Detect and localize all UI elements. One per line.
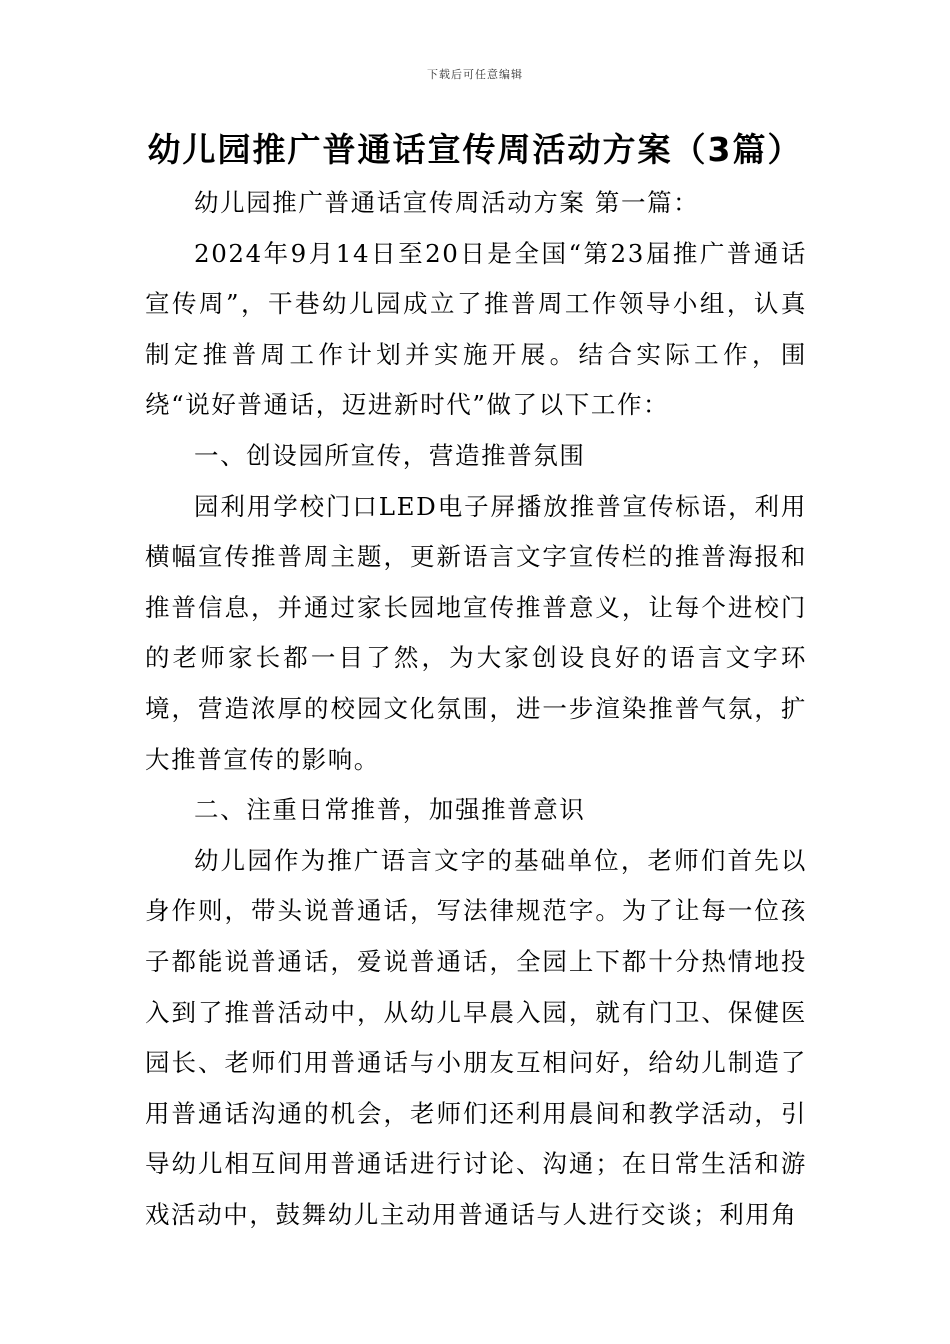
section-heading: 二、注重日常推普，加强推普意识 [194, 795, 586, 825]
section-heading: 一、创设园所宣传，营造推普氛围 [194, 440, 586, 470]
document-body [145, 178, 807, 1240]
paragraph: 2024年9月14日至20日是全国“第23届推广普通话宣传周”，干巷幼儿园成立了推普周工作领导小组，认真制定推普周工作计划并实施开展。结合实际工作，围绕“说好普通话，迈进新时代”做了以下工作： [145, 238, 807, 420]
paragraph: 幼儿园作为推广语言文字的基础单位，老师们首先以身作则，带头说普通话，写法律规范字。为了让每一位孩子都能说普通话，爱说普通话，全园上下都十分热情地投入到了推普活动中，从幼儿早晨入园，就有门卫、保健医园长、老师们用普通话与小朋友互相问好，给幼儿制造了用普通话沟通的机会，老师们还利用晨间和教学活动，引导幼儿相互间用普通话进行讨论、沟通；在日常生活和游戏活动中，鼓舞幼儿主动用普通话与人进行交谈；利用角 [145, 845, 807, 1229]
header-note: 下载后可任意编辑 [427, 68, 523, 81]
document-title: 幼儿园推广普通话宣传周活动方案（3篇） [147, 130, 803, 169]
paragraph: 园利用学校门口LED电子屏播放推普宣传标语，利用横幅宣传推普周主题，更新语言文字宣传栏的推普海报和推普信息，并通过家长园地宣传推普意义，让每个进校门的老师家长都一目了然，为大家创设良好的语言文字环境，营造浓厚的校园文化氛围，进一步渲染推普气氛，扩大推普宣传的影响。 [145, 491, 807, 774]
section-intro: 幼儿园推广普通话宣传周活动方案 第一篇： [194, 188, 700, 217]
